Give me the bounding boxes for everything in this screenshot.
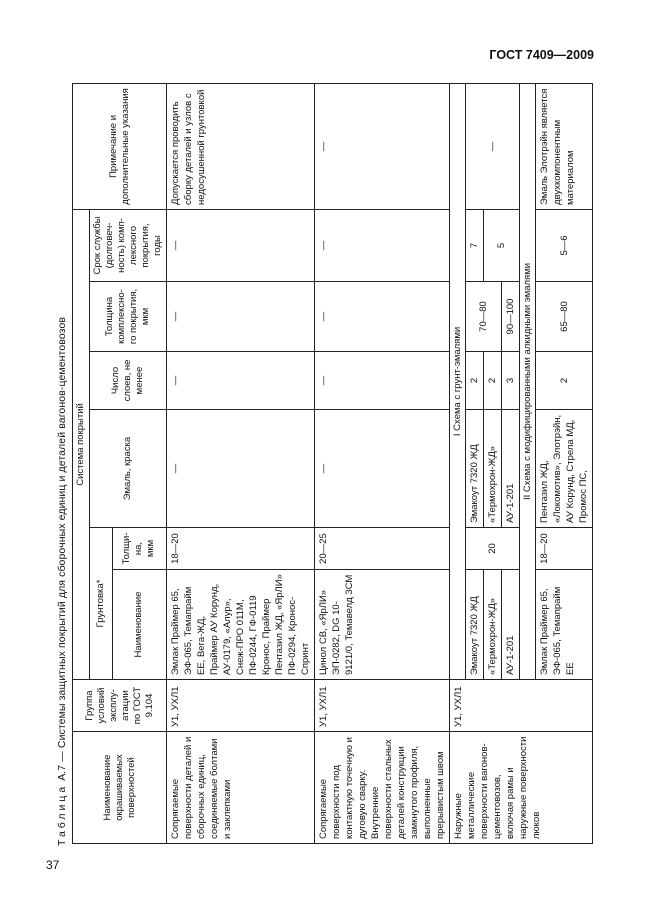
col-total-thickness: Толщина комплексно-го покрытия, мкм xyxy=(90,282,167,352)
thickness-cell: 20—25 xyxy=(315,528,450,570)
section-title: II Схема с модифицированными алкидными эмалями xyxy=(520,83,536,679)
layers-cell: 3 xyxy=(502,352,520,410)
note-cell: — xyxy=(466,83,520,209)
thickness-cell: 20 xyxy=(466,528,520,570)
table-row xyxy=(167,83,315,843)
group-cell: У1, УХЛ1 xyxy=(167,680,315,732)
group-cell: У1, УХЛ1 xyxy=(315,680,450,732)
col-primer-thickness: Толщи-на, мкм xyxy=(112,528,166,570)
layers-cell: — xyxy=(167,352,315,410)
enamel-cell: АУ-1-201 xyxy=(502,410,520,528)
section-row xyxy=(450,83,466,843)
enamel-cell: «Термохрон-ЖД» xyxy=(484,410,502,528)
note-cell: Эмаль Элотрэйн является двухкомпонентным материалом xyxy=(536,83,593,209)
note-cell: Допускается проводить сборку деталей и узлов с недосушенной грунтовкой xyxy=(167,83,315,209)
primer-cell: «Термохрон-ЖД» xyxy=(484,570,502,680)
caption-text: А.7 — Системы защитных покрытий для сборочных единиц и деталей вагонов-цементовозов xyxy=(56,316,68,784)
col-note: Примечание и дополнительные указания xyxy=(73,83,167,209)
primer-cell: Эмлак Праймер 65, ЭФ-065, Темапрайм ЕЕ xyxy=(536,570,593,680)
table-row xyxy=(315,83,450,843)
layers-cell: 2 xyxy=(484,352,502,410)
table-caption xyxy=(56,317,68,846)
col-system: Система покрытий xyxy=(73,209,90,679)
col-surface-name: Наименование окрашиваемых поверхностей xyxy=(73,732,167,844)
thickness-cell: 18—20 xyxy=(536,528,593,570)
enamel-cell: — xyxy=(167,410,315,528)
standard-header: ГОСТ 7409—2009 xyxy=(489,48,594,62)
enamel-cell: Эмакоут 7320 ЖД xyxy=(466,410,484,528)
layers-cell: 2 xyxy=(536,352,593,410)
total-cell: — xyxy=(167,282,315,352)
rotated-table-block xyxy=(56,82,589,846)
life-cell: — xyxy=(315,209,450,281)
col-primer: Грунтовка* xyxy=(90,528,113,680)
total-cell: 90—100 xyxy=(502,282,520,352)
col-enamel: Эмаль, краска xyxy=(90,410,167,528)
layers-cell: — xyxy=(315,352,450,410)
layers-cell: 2 xyxy=(466,352,484,410)
total-cell: 70—80 xyxy=(466,282,502,352)
group-cell: У1, УХЛ1 xyxy=(450,680,593,732)
thickness-cell: 18—20 xyxy=(167,528,315,570)
surface-cell: Сопрягаемые поверхности деталей и сборочных единиц, соединяемые болтами и заклепками xyxy=(167,732,315,844)
page-number: 37 xyxy=(46,858,60,872)
primer-cell: Эмлак Праймер 65, ЭФ-065, Темапрайм ЕЕ, Вега-ЖД, Праймер АУ Корунд, АУ-0179, «Алур», Снеж-ПРО 011М, ПФ-0244, ГФ-0119 Кронос, Праймер Пентазил ЖД, «ЯрЛИ» ПФ-0294, Кронос-Спринт xyxy=(167,570,315,680)
col-service-life: Срок службы (долговеч-ность) комп-лексного покрытия, годы xyxy=(90,209,167,281)
caption-lead: Таблица xyxy=(56,783,68,846)
primer-cell: АУ-1-201 xyxy=(502,570,520,680)
coating-systems-table xyxy=(72,83,593,844)
life-cell: 5 xyxy=(484,209,520,281)
primer-cell: Цинол СВ, «ЯрЛИ» ЭП-0282, DG 10-9121/0, Темавелд 3СМ xyxy=(315,570,450,680)
surface-cell: Наружные металлические поверхности вагонов-цементовозов, включая рамы и наружные поверхности люков xyxy=(450,732,593,844)
primer-cell: Эмакоут 7320 ЖД xyxy=(466,570,484,680)
col-conditions-group: Группа условий эксплу-атации по ГОСТ 9.104 xyxy=(73,680,167,732)
enamel-cell: Пентазил ЖД, «Локомотив», Элотрэйн, АУ Корунд, Стрела МД, Промос ПС, xyxy=(536,410,593,528)
header-row-1 xyxy=(73,83,90,843)
col-layers: Число слоев, не менее xyxy=(90,352,167,410)
total-cell: 65—80 xyxy=(536,282,593,352)
enamel-cell: — xyxy=(315,410,450,528)
life-cell: 5—6 xyxy=(536,209,593,281)
life-cell: 7 xyxy=(466,209,484,281)
total-cell: — xyxy=(315,282,450,352)
life-cell: — xyxy=(167,209,315,281)
note-cell: — xyxy=(315,83,450,209)
surface-cell: Сопрягаемые поверхности под контактную точечную и дуговую сварку. Внутренние поверхности стальных деталей конструкции замкнутого профиля, выполненные прерывистым швом xyxy=(315,732,450,844)
col-primer-name: Наименование xyxy=(112,570,166,680)
section-title: I Схема с грунт-эмалями xyxy=(450,83,466,679)
